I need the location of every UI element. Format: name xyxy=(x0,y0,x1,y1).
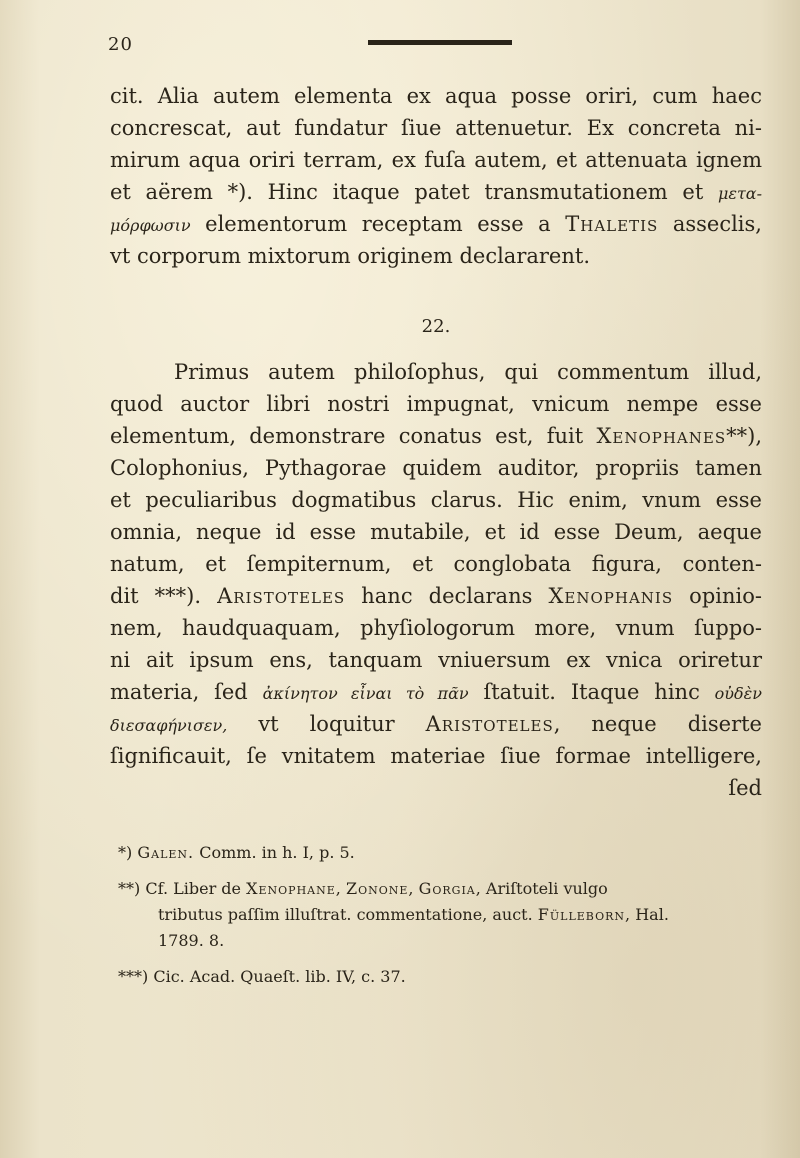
author-name: Aristoteles xyxy=(217,584,346,608)
footnote-mark: *) xyxy=(118,843,133,862)
text-segment: materia, ſed xyxy=(110,680,248,704)
footnote-text: , xyxy=(408,879,414,898)
footnote xyxy=(118,964,768,990)
author-name: Zonone xyxy=(345,879,409,898)
text-segment: vt loquitur xyxy=(258,712,395,736)
author-name: Fülleborn xyxy=(537,905,626,924)
footnote-text: tributus paſſim illuſtrat. commentatione, auct. xyxy=(158,905,533,924)
text-line xyxy=(110,676,762,708)
footnote-text: Cic. Acad. Quaeſt. lib. IV, c. 37. xyxy=(153,967,406,986)
text-line xyxy=(110,176,762,208)
footnote-continuation: 1789. 8. xyxy=(158,931,225,950)
author-name: Gorgia xyxy=(418,879,476,898)
text-line: Primus autem philoſophus, qui commentum illud, xyxy=(174,360,762,384)
footnote-continuation xyxy=(118,902,768,928)
text-segment: **), xyxy=(726,424,762,448)
footnote-text: Cf. Liber de xyxy=(145,879,242,898)
footnote-text: , xyxy=(335,879,341,898)
text-line xyxy=(110,580,762,612)
greek-phrase: ἀκίνητον εἶναι τὸ πᾶν xyxy=(262,684,469,703)
text-segment: elementorum receptam esse a xyxy=(205,212,551,236)
paragraph-main xyxy=(110,356,762,804)
text-line: Colophonius, Pythagorae quidem auditor, propriis tamen xyxy=(110,456,762,480)
text-line: omnia, neque id esse mutabile, et id esse Deum, aeque xyxy=(110,520,762,544)
text-line xyxy=(110,208,762,240)
footnote-mark: ***) xyxy=(118,967,149,986)
footnote-mark: **) xyxy=(118,879,141,898)
footnote xyxy=(118,876,768,902)
greek-word: οὐδὲν xyxy=(714,684,762,703)
catchword: ſed xyxy=(728,776,762,800)
footnotes xyxy=(118,840,768,990)
author-name: Xenophanes xyxy=(596,424,727,448)
greek-word: διεσαφήνισεν, xyxy=(110,716,228,735)
header-rule xyxy=(368,40,512,45)
footnote xyxy=(118,840,768,866)
author-name: Galen. xyxy=(137,843,195,862)
text-line: cit. Alia autem elementa ex aqua posse oriri, cum haec xyxy=(110,84,762,108)
footnote-text: , Hal. xyxy=(625,905,669,924)
text-line: nem, haudquaquam, phyſiologorum more, vnum ſuppo- xyxy=(110,616,762,640)
text-line: vt corporum mixtorum originem declararent. xyxy=(110,244,590,268)
text-line: ſignificauit, ſe vnitatem materiae ſiue formae intelligere, xyxy=(110,744,762,768)
text-segment: et aërem *). Hinc itaque patet transmutationem et xyxy=(110,180,704,204)
greek-word: μόρφωσιν xyxy=(110,216,191,235)
text-segment: ſtatuit. Itaque hinc xyxy=(483,680,700,704)
author-name: Xenophanis xyxy=(548,584,674,608)
text-line: natum, et ſempiternum, et conglobata figura, conten- xyxy=(110,552,762,576)
author-name: Thaletis xyxy=(565,212,659,236)
text-line: ni ait ipsum ens, tanquam vniuersum ex vnica oriretur xyxy=(110,648,762,672)
footnote-text: , Ariſtoteli vulgo xyxy=(475,879,608,898)
text-line: concrescat, aut fundatur ſiue attenuetur. Ex concreta ni- xyxy=(110,116,762,140)
author-name: Aristoteles xyxy=(425,712,554,736)
text-segment: , neque diserte xyxy=(553,712,762,736)
page-number: 20 xyxy=(108,34,133,55)
paragraph-continuation xyxy=(110,80,762,272)
text-line xyxy=(110,708,762,740)
text-line: et peculiaribus dogmatibus clarus. Hic enim, vnum esse xyxy=(110,488,762,512)
text-segment: hanc declarans xyxy=(361,584,533,608)
greek-word: μετα- xyxy=(717,184,762,203)
section-number: 22. xyxy=(421,316,451,337)
text-segment: elementum, demonstrare conatus est, fuit xyxy=(110,424,584,448)
text-line: quod auctor libri nostri impugnat, vnicum nempe esse xyxy=(110,392,762,416)
footnote-text: Comm. in h. I, p. 5. xyxy=(199,843,355,862)
author-name: Xenophane xyxy=(246,879,336,898)
text-line: mirum aqua oriri terram, ex fuſa autem, et attenuata ignem xyxy=(110,148,762,172)
text-segment: dit ***). xyxy=(110,584,202,608)
text-segment: opinio- xyxy=(689,584,762,608)
text-segment: asseclis, xyxy=(672,212,762,236)
text-line xyxy=(110,420,762,452)
